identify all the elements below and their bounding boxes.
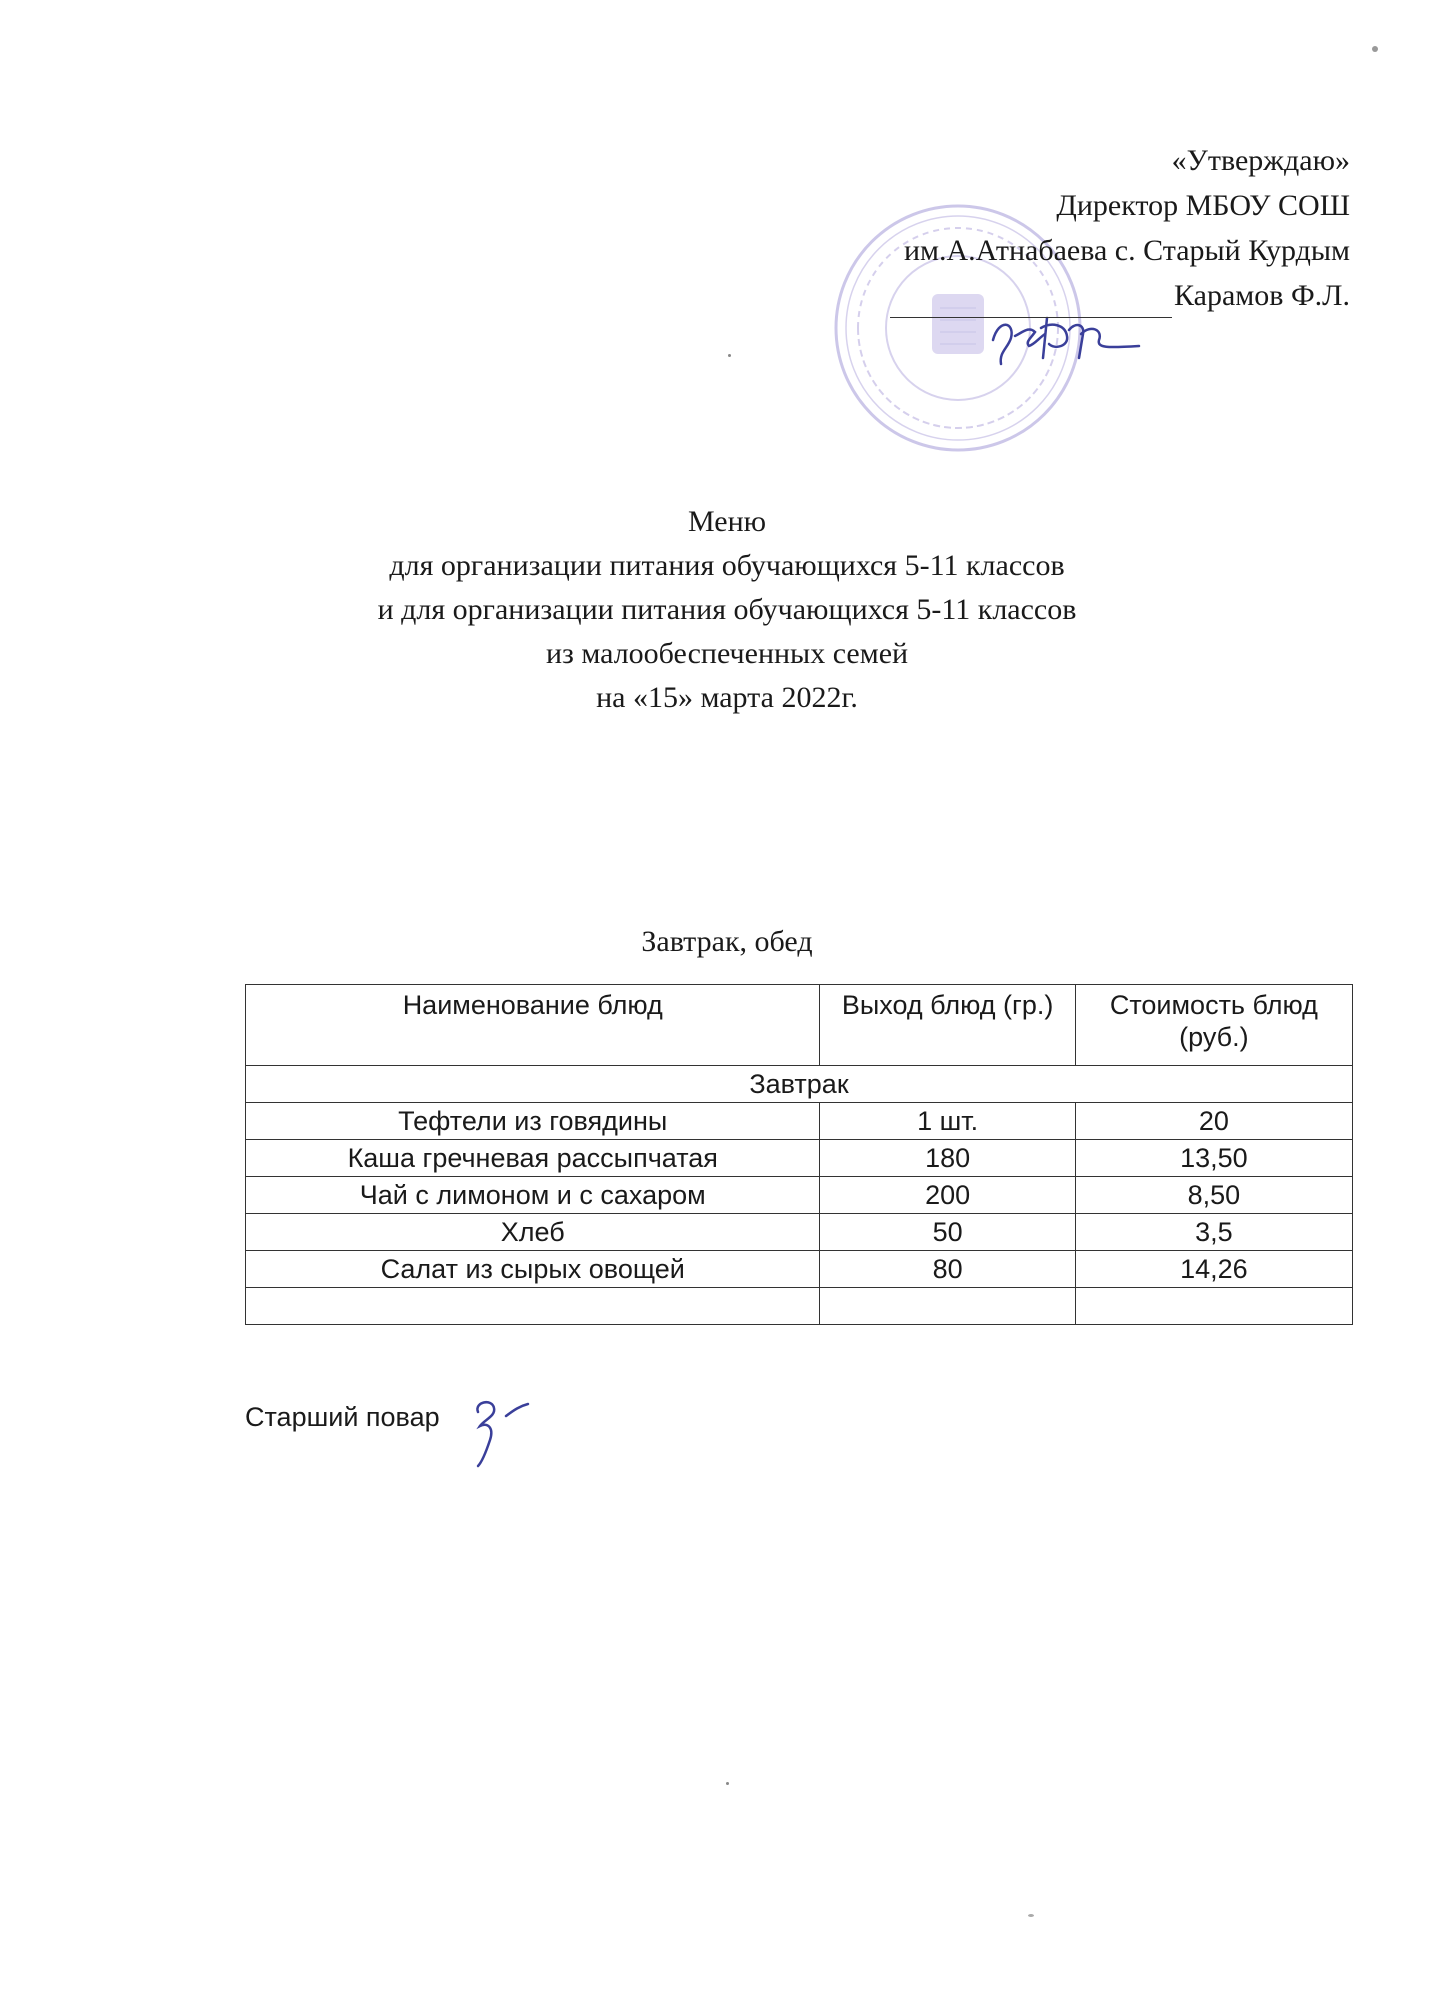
approval-school: им.А.Атнабаева с. Старый Курдым xyxy=(903,234,1350,267)
cook-label: Старший повар xyxy=(245,1402,440,1432)
approval-position: Директор МБОУ СОШ xyxy=(1056,189,1350,222)
director-name: Карамов Ф.Л. xyxy=(1174,279,1350,312)
header-yield: Выход блюд (гр.) xyxy=(820,985,1075,1066)
section-breakfast: Завтрак xyxy=(246,1066,1353,1103)
menu-subtitle-1: для организации питания обучающихся 5-11 классов xyxy=(389,549,1065,582)
scan-speck xyxy=(1028,1914,1034,1917)
menu-title: Меню xyxy=(687,505,767,538)
dish-cost: 20 xyxy=(1075,1103,1352,1140)
approval-block xyxy=(890,138,1350,318)
dish-name: Каша гречневая рассыпчатая xyxy=(246,1140,820,1177)
table-row-empty xyxy=(246,1288,1353,1325)
dish-yield: 50 xyxy=(820,1214,1075,1251)
dish-name: Салат из сырых овощей xyxy=(246,1251,820,1288)
dish-name: Тефтели из говядины xyxy=(246,1103,820,1140)
header-cost: Стоимость блюд (руб.) xyxy=(1075,985,1352,1066)
meal-caption: Завтрак, обед xyxy=(641,925,813,958)
table-row xyxy=(246,1214,1353,1251)
approval-heading: «Утверждаю» xyxy=(1171,144,1350,177)
table-row xyxy=(246,1251,1353,1288)
table-row xyxy=(246,1103,1353,1140)
dish-name: Чай с лимоном и с сахаром xyxy=(246,1177,820,1214)
dish-name xyxy=(246,1288,820,1325)
dish-cost xyxy=(1075,1288,1352,1325)
table-header-row xyxy=(246,985,1353,1066)
menu-header xyxy=(0,500,1454,720)
dish-cost: 3,5 xyxy=(1075,1214,1352,1251)
signature-blank xyxy=(890,289,1172,318)
scan-speck xyxy=(726,1782,729,1785)
dish-cost: 13,50 xyxy=(1075,1140,1352,1177)
dish-yield: 80 xyxy=(820,1251,1075,1288)
dish-yield: 1 шт. xyxy=(820,1103,1075,1140)
menu-subtitle-2: и для организации питания обучающихся 5-11 классов xyxy=(377,593,1077,626)
menu-table xyxy=(245,984,1353,1325)
menu-subtitle-3: из малообеспеченных семей xyxy=(545,637,909,670)
signature-line xyxy=(890,273,1350,318)
dish-name: Хлеб xyxy=(246,1214,820,1251)
dish-cost: 14,26 xyxy=(1075,1251,1352,1288)
table-row xyxy=(246,1140,1353,1177)
header-dish-name: Наименование блюд xyxy=(246,985,820,1066)
menu-date: на «15» марта 2022г. xyxy=(596,681,858,714)
dish-yield: 200 xyxy=(820,1177,1075,1214)
scan-speck xyxy=(728,354,731,357)
section-row xyxy=(246,1066,1353,1103)
cook-signature xyxy=(460,1392,540,1472)
scan-speck xyxy=(1372,46,1378,52)
dish-yield: 180 xyxy=(820,1140,1075,1177)
table-row xyxy=(246,1177,1353,1214)
dish-cost: 8,50 xyxy=(1075,1177,1352,1214)
dish-yield xyxy=(820,1288,1075,1325)
